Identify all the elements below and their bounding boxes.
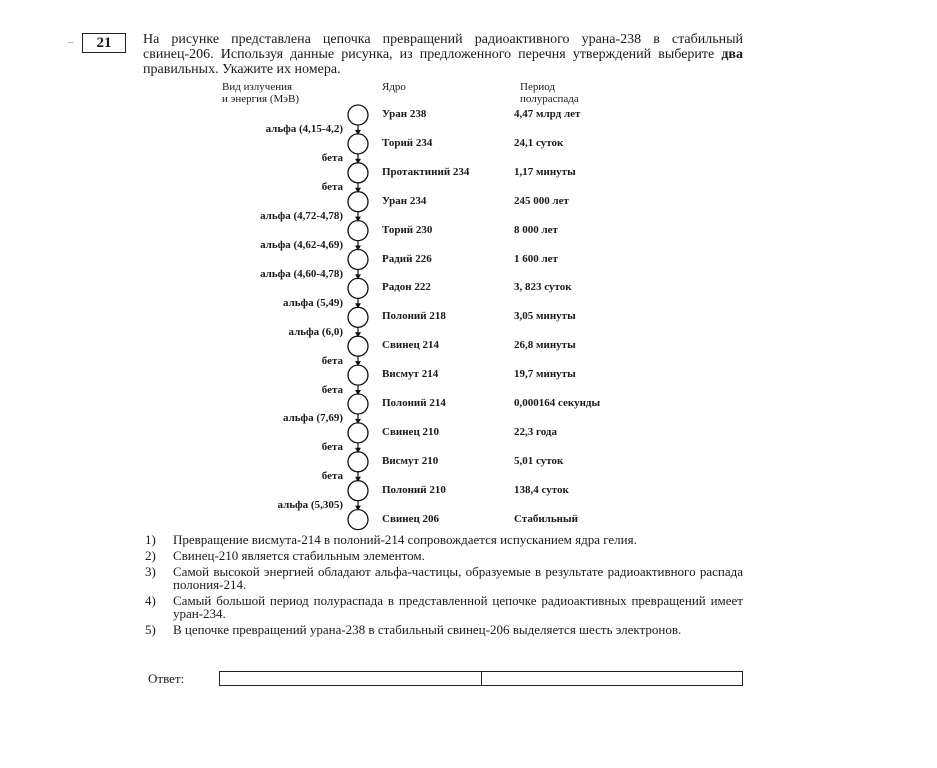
emission-label: бета — [321, 470, 343, 483]
half-life-value: 8 000 лет — [514, 223, 558, 236]
option-text: Самой высокой энергией обладают альфа-частицы, образуемые в результате радиоактивного распада полония-214. — [173, 564, 743, 592]
answer-field[interactable] — [219, 671, 743, 686]
nucleus-name: Свинец 210 — [382, 425, 440, 438]
option-3 — [145, 565, 743, 591]
nucleus-circle — [348, 192, 368, 212]
option-number: 2) — [145, 548, 156, 563]
half-life-value: 19,7 минуты — [514, 368, 576, 381]
half-life-value: 26,8 минуты — [514, 339, 576, 352]
nucleus-circle — [348, 278, 368, 298]
option-text: В цепочке превращений урана-238 в стабильный свинец-206 выделяется шесть электронов. — [173, 622, 682, 637]
margin-mark: – — [68, 36, 74, 48]
answer-label: Ответ: — [148, 671, 185, 686]
half-life-value: 5,01 суток — [514, 454, 564, 467]
nucleus-name: Висмут 214 — [382, 368, 439, 381]
option-2 — [145, 549, 743, 562]
nucleus-circle — [348, 510, 368, 530]
option-5 — [145, 623, 743, 636]
header-nucleus: Ядро — [382, 81, 406, 93]
option-number: 5) — [145, 622, 156, 637]
answer-options — [145, 533, 743, 639]
emission-label: альфа (4,60-4,78) — [260, 267, 343, 280]
emission-label: бета — [321, 354, 343, 367]
half-life-value: 22,3 года — [514, 425, 557, 438]
option-1 — [145, 533, 743, 546]
half-life-value: 3, 823 суток — [514, 281, 572, 294]
nucleus-name: Торий 230 — [382, 223, 433, 236]
emission-label: альфа (4,72-4,78) — [260, 210, 343, 223]
half-life-value: 245 000 лет — [514, 194, 569, 207]
nucleus-circle — [348, 452, 368, 472]
emission-label: бета — [321, 383, 343, 396]
emission-label: альфа (6,0) — [288, 325, 343, 338]
half-life-value: 0,000164 секунды — [514, 397, 601, 409]
question-text-part2: правильных. Укажите их номера. — [143, 62, 341, 77]
half-life-value: 24,1 суток — [514, 136, 564, 149]
header-emission-line1: Вид излучения — [222, 81, 293, 93]
answer-field-divider — [481, 672, 482, 685]
emission-label: бета — [321, 152, 343, 165]
nucleus-circle — [348, 163, 368, 183]
option-4 — [145, 594, 743, 620]
header-emission-line2: и энергия (МэВ) — [222, 93, 299, 105]
option-number: 3) — [145, 564, 156, 579]
nucleus-name: Радий 226 — [382, 252, 432, 265]
nucleus-name: Полоний 214 — [382, 397, 446, 409]
half-life-value: 3,05 минуты — [514, 310, 576, 323]
nucleus-name: Полоний 210 — [382, 483, 446, 496]
header-period-line2: полураспада — [520, 93, 579, 105]
nucleus-name: Полоний 218 — [382, 310, 446, 323]
nucleus-circle — [348, 221, 368, 241]
nucleus-circle — [348, 105, 368, 125]
nucleus-name: Свинец 214 — [382, 339, 440, 352]
nucleus-name: Торий 234 — [382, 136, 433, 149]
option-text: Свинец-210 является стабильным элементом. — [173, 548, 425, 563]
option-text: Превращение висмута-214 в полоний-214 сопровождается испусканием ядра гелия. — [173, 532, 637, 547]
half-life-value: Стабильный — [514, 512, 578, 525]
half-life-value: 4,47 млрд лет — [514, 108, 581, 120]
option-number: 1) — [145, 532, 156, 547]
half-life-value: 138,4 суток — [514, 483, 569, 496]
nucleus-circle — [348, 134, 368, 154]
option-number: 4) — [145, 593, 156, 608]
emission-label: альфа (5,305) — [277, 499, 343, 512]
emission-label: альфа (4,15-4,2) — [265, 123, 343, 136]
nucleus-name: Свинец 206 — [382, 512, 440, 525]
emission-label: бета — [321, 181, 343, 194]
question-number: 21 — [82, 33, 126, 53]
half-life-value: 1,17 минуты — [514, 165, 576, 178]
nucleus-circle — [348, 481, 368, 501]
question-text-emphasis: два — [721, 47, 743, 62]
nucleus-name: Уран 234 — [382, 194, 427, 207]
nucleus-circle — [348, 336, 368, 356]
nucleus-name: Радон 222 — [382, 281, 431, 294]
nucleus-circle — [348, 307, 368, 327]
nucleus-name: Висмут 210 — [382, 454, 439, 467]
half-life-value: 1 600 лет — [514, 252, 558, 265]
option-text: Самый большой период полураспада в представленной цепочке радиоактивных превращений имеет уран-234. — [173, 593, 743, 621]
nucleus-circle — [348, 394, 368, 414]
nucleus-name: Уран 238 — [382, 108, 427, 120]
emission-label: альфа (5,49) — [282, 296, 343, 309]
emission-label: бета — [321, 441, 343, 454]
emission-label: альфа (4,62-4,69) — [260, 239, 343, 252]
nucleus-circle — [348, 250, 368, 270]
header-period-line1: Период — [520, 81, 555, 93]
nucleus-circle — [348, 365, 368, 385]
emission-label: альфа (7,69) — [282, 412, 343, 425]
nucleus-circle — [348, 423, 368, 443]
question-text-part1: На рисунке представлена цепочка превращений радиоактивного урана-238 в стабильный свинец-206. Используя данные рисунка, из предложенного перечня утверждений выберите — [143, 32, 743, 62]
nucleus-name: Протактиний 234 — [382, 165, 470, 178]
